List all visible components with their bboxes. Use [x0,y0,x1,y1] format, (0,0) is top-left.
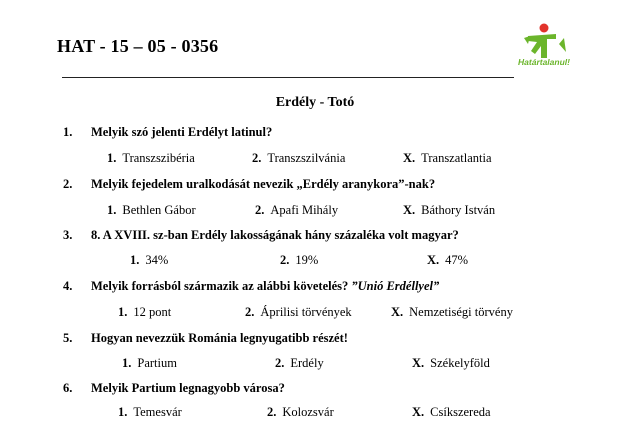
document-code: HAT - 15 – 05 - 0356 [57,36,219,56]
answer-key: X. [403,151,416,165]
answer-key: 1. [130,253,140,267]
answer-x [403,151,492,166]
question-text: Hogyan nevezzük Románia legnyugatibb részét! [91,331,348,345]
answer-2 [255,203,338,218]
answer-x [412,405,491,420]
logo-wordmark: Határtalanul! [518,57,570,67]
answer-key: 1. [118,305,128,319]
question-quote: ”Unió Erdéllyel” [351,279,440,293]
answer-text: Bethlen Gábor [122,203,196,217]
answer-text: Transzszilvánia [267,151,346,165]
answer-key: 1. [122,356,132,370]
answer-key: X. [427,253,440,267]
answer-text: Transzatlantia [421,151,492,165]
answer-text: Áprilisi törvények [260,305,352,319]
answer-text: Partium [137,356,177,370]
answer-1 [107,203,196,218]
answer-2 [267,405,334,420]
question-2 [63,177,435,192]
answer-x [391,305,513,320]
answer-2 [275,356,324,371]
question-text: Melyik szó jelenti Erdélyt latinul? [91,125,273,139]
question-3 [63,228,459,243]
question-4 [63,279,439,294]
answer-text: Temesvár [133,405,182,419]
answer-key: 2. [252,151,262,165]
answer-key: 2. [267,405,277,419]
answer-key: X. [412,356,425,370]
answer-text: Nemzetiségi törvény [409,305,513,319]
answer-key: 2. [275,356,285,370]
answer-key: 2. [245,305,255,319]
answer-1 [118,405,182,420]
answer-x [412,356,490,371]
answer-key: 1. [107,151,117,165]
answer-text: Transzszibéria [122,151,195,165]
answer-key: X. [391,305,404,319]
answer-text: 34% [145,253,169,267]
question-number: 4. [63,279,73,293]
answer-x [403,203,495,218]
question-text: Melyik fejedelem uralkodását nevezik „Erdély aranykora”-nak? [91,177,436,191]
question-number: 1. [63,125,73,139]
answer-1 [118,305,171,320]
answer-2 [280,253,318,268]
answer-key: 1. [107,203,117,217]
question-1 [63,125,272,140]
header-divider [62,77,514,78]
answer-1 [130,253,168,268]
quiz-title: Erdély - Totó [275,95,355,110]
question-number: 2. [63,177,73,191]
answer-1 [122,356,177,371]
answer-x [427,253,468,268]
answer-1 [107,151,195,166]
answer-text: Székelyföld [430,356,490,370]
question-5 [63,331,348,346]
question-text: Melyik forrásból származik az alábbi követelés? [91,279,352,293]
question-number: 5. [63,331,73,345]
question-text: 8. A XVIII. sz-ban Erdély lakosságának hány százaléka volt magyar? [91,228,459,242]
question-number: 3. [63,228,73,242]
answer-text: Kolozsvár [282,405,334,419]
answer-text: Báthory István [421,203,496,217]
answer-text: 19% [295,253,319,267]
answer-key: 2. [255,203,265,217]
answer-2 [252,151,345,166]
answer-text: Csíkszereda [430,405,491,419]
question-number: 6. [63,381,73,395]
answer-key: X. [403,203,416,217]
answer-text: 47% [445,253,469,267]
answer-key: X. [412,405,425,419]
answer-text: Erdély [290,356,324,370]
question-6 [63,381,285,396]
answer-text: 12 pont [133,305,172,319]
answer-key: 1. [118,405,128,419]
answer-key: 2. [280,253,290,267]
answer-text: Apafi Mihály [270,203,339,217]
question-text: Melyik Partium legnagyobb városa? [91,381,285,395]
answer-2 [245,305,352,320]
